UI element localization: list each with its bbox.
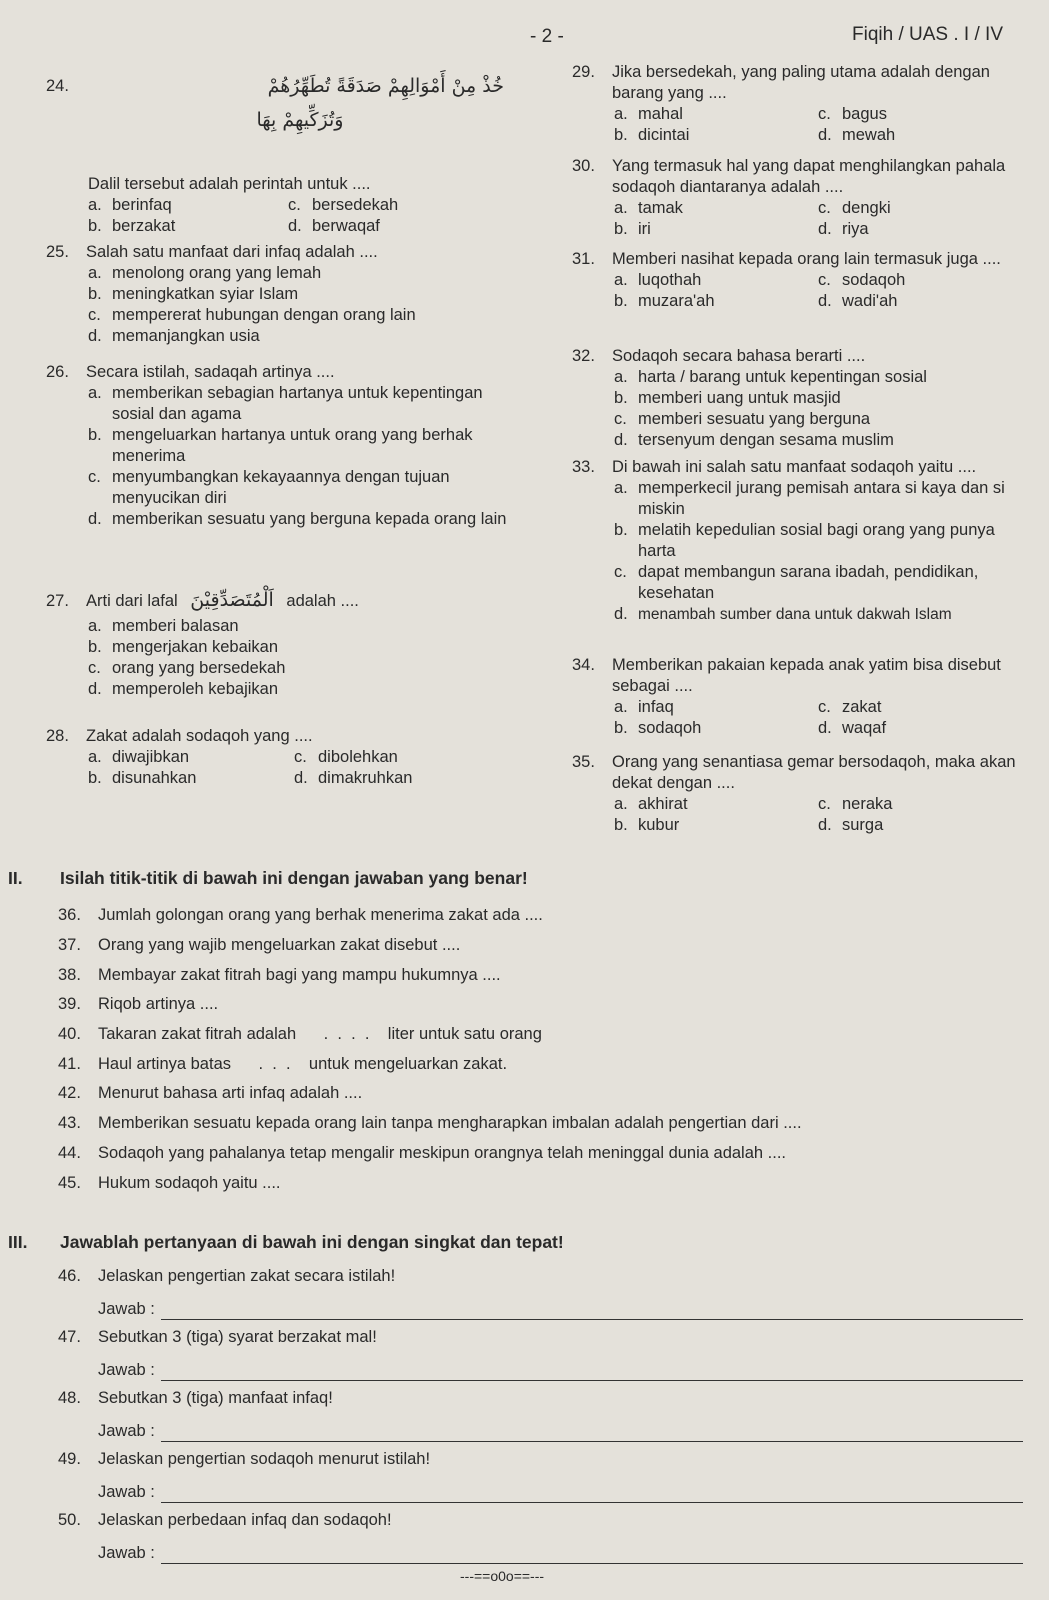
essay-question: Sebutkan 3 (tiga) syarat berzakat mal! <box>98 1327 377 1346</box>
fill-item-text: Menurut bahasa arti infaq adalah .... <box>98 1084 363 1103</box>
essay-question: Sebutkan 3 (tiga) manfaat infaq! <box>98 1388 333 1407</box>
option-a[interactable]: menolong orang yang lemah <box>112 264 322 282</box>
option-a[interactable]: akhirat <box>638 795 688 813</box>
question-number: 26. <box>46 363 69 381</box>
question-text-end: adalah .... <box>286 592 359 610</box>
essay-item: 48. Sebutkan 3 (tiga) manfaat infaq! Jawab : <box>58 1384 1023 1445</box>
fill-in-list <box>58 901 1028 1198</box>
answer-label: Jawab : <box>98 1422 155 1440</box>
fill-item-text: Haul artinya batas . . . untuk mengeluarkan zakat. <box>98 1054 508 1073</box>
option-a[interactable]: memberi balasan <box>112 617 239 635</box>
right-column <box>572 62 1034 836</box>
fill-item: 41. Haul artinya batas . . . untuk mengeluarkan zakat. <box>58 1054 508 1073</box>
essay-question: Jelaskan perbedaan infaq dan sodaqoh! <box>98 1510 392 1529</box>
option-c[interactable]: orang yang bersedekah <box>112 659 286 677</box>
option-d[interactable]: berwaqaf <box>312 217 380 235</box>
fill-item: 45. Hukum sodaqoh yaitu .... <box>58 1173 281 1192</box>
exam-code: Fiqih / UAS . I / IV <box>852 24 1003 45</box>
options-row: a. akhirat c. neraka <box>614 795 893 813</box>
question-29 <box>572 62 1034 156</box>
option-b[interactable]: memberi uang untuk masjid <box>638 389 841 407</box>
fill-item: 40. Takaran zakat fitrah adalah . . . . liter untuk satu orang <box>58 1025 542 1044</box>
option-d[interactable]: mewah <box>842 126 896 144</box>
option-d[interactable]: wadi'ah <box>842 292 898 310</box>
options-row: b. iri d. riya <box>614 220 869 238</box>
option-b[interactable]: mengerjakan kebaikan <box>112 638 279 656</box>
option-d[interactable]: memperoleh kebajikan <box>112 680 279 698</box>
question-34 <box>572 655 1034 752</box>
essay-item: 50. Jelaskan perbedaan infaq dan sodaqoh! Jawab : <box>58 1506 1023 1567</box>
option-b[interactable]: kubur <box>638 816 680 834</box>
question-26: 26. Secara istilah, sadaqah artinya .... a. memberikan sebagian hartanya untuk kepentingan sosial dan agama b. mengeluarkan hartanya untuk orang yang berhak menerima c. menyumbangkan kekayaannya dengan tujuan menyucikan diri d. memberikan sesuatu yang berguna kepada orang lain <box>46 362 514 590</box>
question-25: 25. Salah satu manfaat dari infaq adalah .... a. menolong orang yang lemah b. meningkatkan syiar Islam c. mempererat hubungan dengan orang lain d. memanjangkan usia <box>46 242 514 362</box>
answer-line[interactable] <box>161 1423 1023 1442</box>
option-c[interactable]: dengki <box>842 199 891 217</box>
option-a[interactable]: infaq <box>638 698 674 716</box>
option-c[interactable]: dapat membangun sarana ibadah, pendidikan, kesehatan <box>638 563 979 602</box>
options-row: b. muzara'ah d. wadi'ah <box>614 292 898 310</box>
essay-item: 49. Jelaskan pengertian sodaqoh menurut istilah! Jawab : <box>58 1445 1023 1506</box>
option-d[interactable]: memberikan sesuatu yang berguna kepada orang lain <box>112 510 507 528</box>
question-number: 32. <box>572 347 595 365</box>
section-numeral: III. <box>8 1232 28 1252</box>
section-2-heading <box>8 868 528 889</box>
option-b[interactable]: muzara'ah <box>638 292 715 310</box>
fill-item: 38. Membayar zakat fitrah bagi yang mampu hukumnya .... <box>58 965 501 984</box>
fill-item: 42. Menurut bahasa arti infaq adalah .... <box>58 1084 363 1103</box>
option-c[interactable]: memberi sesuatu yang berguna <box>638 410 871 428</box>
arabic-verse-line-2: وَتُزَكِّيهِمْ بِهَا <box>256 109 344 131</box>
question-text: Salah satu manfaat dari infaq adalah .... <box>86 243 378 261</box>
question-number: 35. <box>572 753 595 771</box>
essay-question: Jelaskan pengertian sodaqoh menurut istilah! <box>98 1449 431 1468</box>
question-30 <box>572 156 1034 249</box>
question-number: 34. <box>572 656 595 674</box>
question-number: 27. <box>46 591 69 610</box>
option-c[interactable]: menyumbangkan kekayaannya dengan tujuan menyucikan diri <box>112 468 450 507</box>
option-a[interactable]: mahal <box>638 105 683 123</box>
option-d[interactable]: tersenyum dengan sesama muslim <box>638 431 894 449</box>
section-3-heading <box>8 1232 564 1253</box>
question-text: Yang termasuk hal yang dapat menghilangkan pahala sodaqoh diantaranya adalah .... <box>612 157 1006 196</box>
essay-item: 46. Jelaskan pengertian zakat secara istilah! Jawab : <box>58 1262 1023 1323</box>
option-d[interactable]: surga <box>842 816 884 834</box>
options-row: a. infaq c. zakat <box>614 698 882 716</box>
fill-item-text: Riqob artinya .... <box>98 995 219 1014</box>
arabic-word: اَلْمُتَصَدِّقِيْنَ <box>190 589 274 611</box>
answer-line[interactable] <box>161 1362 1023 1381</box>
option-b[interactable]: disunahkan <box>112 769 197 787</box>
answer-label: Jawab : <box>98 1361 155 1379</box>
fill-item-text: Orang yang wajib mengeluarkan zakat disebut .... <box>98 936 461 955</box>
option-a[interactable]: memberikan sebagian hartanya untuk kepentingan sosial dan agama <box>112 384 483 423</box>
options-row: a. diwajibkan c. dibolehkan <box>88 748 398 766</box>
question-text: Dalil tersebut adalah perintah untuk .... <box>88 175 371 193</box>
options-row: b. sodaqoh d. waqaf <box>614 719 887 737</box>
question-text: Jika bersedekah, yang paling utama adalah dengan barang yang .... <box>612 63 990 102</box>
question-text: Orang yang senantiasa gemar bersodaqoh, maka akan dekat dengan .... <box>612 753 1016 792</box>
question-number: 25. <box>46 243 69 261</box>
option-d[interactable]: memanjangkan usia <box>112 327 260 345</box>
option-b[interactable]: iri <box>638 220 651 238</box>
essay-list <box>58 1262 1023 1567</box>
option-a[interactable]: berinfaq <box>112 196 172 214</box>
option-d[interactable]: waqaf <box>842 719 887 737</box>
fill-item: 36. Jumlah golongan orang yang berhak menerima zakat ada .... <box>58 906 543 925</box>
question-27: 27. Arti dari lafal اَلْمُتَصَدِّقِيْنَ adalah .... a. memberi balasan b. mengerjakan kebaikan c. orang yang bersedekah d. memperoleh kebajikan <box>46 590 514 726</box>
option-c[interactable]: mempererat hubungan dengan orang lain <box>112 306 416 324</box>
question-number: 24. <box>46 76 69 95</box>
question-text: Memberi nasihat kepada orang lain termasuk juga .... <box>612 250 1001 268</box>
question-number: 28. <box>46 727 69 745</box>
question-35 <box>572 752 1034 836</box>
option-b[interactable]: meningkatkan syiar Islam <box>112 285 299 303</box>
fill-item-text: Jumlah golongan orang yang berhak menerima zakat ada .... <box>98 906 543 925</box>
section-title: Isilah titik-titik di bawah ini dengan jawaban yang benar! <box>60 868 528 888</box>
page-number: - 2 - <box>530 26 564 47</box>
left-column <box>46 62 514 789</box>
option-d[interactable]: dimakruhkan <box>318 769 413 787</box>
option-c[interactable]: neraka <box>842 795 893 813</box>
question-text: Zakat adalah sodaqoh yang .... <box>86 727 313 745</box>
fill-item-text: Sodaqoh yang pahalanya tetap mengalir meskipun orangnya telah meninggal dunia adalah .... <box>98 1143 786 1162</box>
options-row: b. kubur d. surga <box>614 816 884 834</box>
fill-item: 39. Riqob artinya .... <box>58 995 219 1014</box>
options-row: a. mahal c. bagus <box>614 105 887 123</box>
answer-label: Jawab : <box>98 1544 155 1562</box>
option-d[interactable]: riya <box>842 220 869 238</box>
fill-item-text: Takaran zakat fitrah adalah . . . . liter untuk satu orang <box>98 1025 542 1044</box>
answer-line[interactable] <box>161 1301 1023 1320</box>
section-numeral: II. <box>8 868 23 888</box>
essay-item: 47. Sebutkan 3 (tiga) syarat berzakat mal! Jawab : <box>58 1323 1023 1384</box>
option-a[interactable]: memperkecil jurang pemisah antara si kaya dan si miskin <box>638 479 1005 518</box>
question-33: 33. Di bawah ini salah satu manfaat sodaqoh yaitu .... a. memperkecil jurang pemisah antara si kaya dan si miskin b. melatih kepedulian sosial bagi orang yang punya harta c. dapat membangun sarana ibadah, pendidikan, kesehatan d. menambah sumber dana untuk dakwah Islam <box>572 457 1034 655</box>
option-d[interactable]: menambah sumber dana untuk dakwah Islam <box>638 606 952 623</box>
option-c[interactable]: zakat <box>842 698 882 716</box>
options-row: b. berzakat d. berwaqaf <box>88 217 380 235</box>
fill-item-text: Membayar zakat fitrah bagi yang mampu hukumnya .... <box>98 965 501 984</box>
option-a[interactable]: diwajibkan <box>112 748 190 766</box>
option-a[interactable]: harta / barang untuk kepentingan sosial <box>638 368 927 386</box>
options-row: a. berinfaq c. bersedekah <box>88 196 399 214</box>
options-row: b. dicintai d. mewah <box>614 126 896 144</box>
options-row: a. tamak c. dengki <box>614 199 891 217</box>
fill-item-text: Hukum sodaqoh yaitu .... <box>98 1173 281 1192</box>
section-title: Jawablah pertanyaan di bawah ini dengan singkat dan tepat! <box>60 1232 564 1252</box>
question-number: 29. <box>572 63 595 81</box>
question-31 <box>572 249 1034 346</box>
fill-item-text: Memberikan sesuatu kepada orang lain tanpa mengharapkan imbalan adalah pengertian dari .... <box>98 1114 802 1133</box>
answer-line[interactable] <box>161 1484 1023 1503</box>
question-text: Di bawah ini salah satu manfaat sodaqoh yaitu .... <box>612 458 977 476</box>
fill-item: 43. Memberikan sesuatu kepada orang lain tanpa mengharapkan imbalan adalah pengertian dari .... <box>58 1114 802 1133</box>
option-a[interactable]: luqothah <box>638 271 702 289</box>
question-28 <box>46 726 514 789</box>
answer-label: Jawab : <box>98 1483 155 1501</box>
option-b[interactable]: mengeluarkan hartanya untuk orang yang berhak menerima <box>112 426 473 465</box>
option-b[interactable]: dicintai <box>638 126 690 144</box>
question-number: 30. <box>572 157 595 175</box>
end-marker: ---==o0o==--- <box>460 1568 545 1584</box>
option-c[interactable]: bagus <box>842 105 887 123</box>
question-32: 32. Sodaqoh secara bahasa berarti .... a. harta / barang untuk kepentingan sosial b. memberi uang untuk masjid c. memberi sesuatu yang berguna d. tersenyum dengan sesama muslim <box>572 346 1034 457</box>
question-text: Secara istilah, sadaqah artinya .... <box>86 363 335 381</box>
option-b[interactable]: berzakat <box>112 217 176 235</box>
options-row: b. disunahkan d. dimakruhkan <box>88 769 413 787</box>
option-c[interactable]: sodaqoh <box>842 271 906 289</box>
answer-line[interactable] <box>161 1545 1023 1564</box>
question-text: Memberikan pakaian kepada anak yatim bisa disebut sebagai .... <box>612 656 1001 695</box>
option-a[interactable]: tamak <box>638 199 683 217</box>
option-c[interactable]: bersedekah <box>312 196 399 214</box>
question-text: Sodaqoh secara bahasa berarti .... <box>612 347 866 365</box>
fill-item: 37. Orang yang wajib mengeluarkan zakat disebut .... <box>58 936 461 955</box>
arabic-verse-line-1: خُذْ مِنْ أَمْوَالِهِمْ صَدَقَةً تُطَهِّرُهُمْ <box>267 74 504 97</box>
option-b[interactable]: melatih kepedulian sosial bagi orang yang punya harta <box>638 521 995 560</box>
option-c[interactable]: dibolehkan <box>318 748 398 766</box>
question-number: 33. <box>572 458 595 476</box>
fill-item: 44. Sodaqoh yang pahalanya tetap mengalir meskipun orangnya telah meninggal dunia adalah .... <box>58 1143 786 1162</box>
question-text: Arti dari lafal <box>86 592 178 610</box>
essay-question: Jelaskan pengertian zakat secara istilah! <box>98 1266 396 1285</box>
question-24 <box>46 62 514 242</box>
option-b[interactable]: sodaqoh <box>638 719 702 737</box>
answer-label: Jawab : <box>98 1300 155 1318</box>
options-row: a. luqothah c. sodaqoh <box>614 271 906 289</box>
question-number: 31. <box>572 250 595 268</box>
